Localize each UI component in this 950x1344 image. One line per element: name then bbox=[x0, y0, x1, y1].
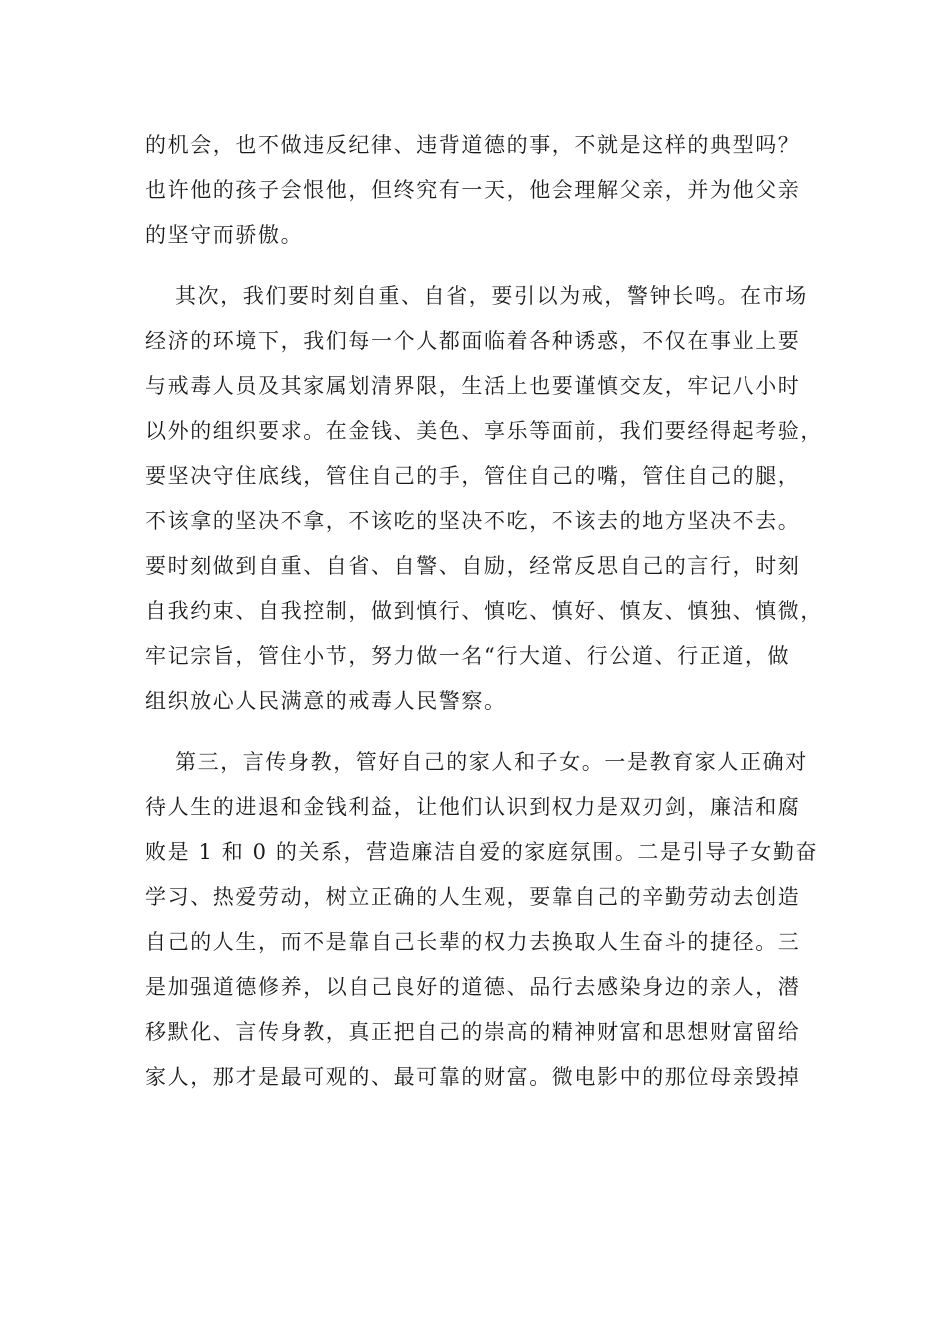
paragraph-3 bbox=[145, 740, 819, 1100]
text-line: 要坚决守住底线，管住自己的手，管住自己的嘴，管住自己的腿， bbox=[145, 464, 801, 488]
text-line: 组织放心人民满意的戒毒人民警察。 bbox=[145, 689, 507, 713]
text-line: 待人生的进退和金钱利益，让他们认识到权力是双刃剑，廉洁和腐 bbox=[145, 795, 801, 819]
text-line: 学习、热爱劳动，树立正确的人生观，要靠自己的辛勤劳动去创造 bbox=[145, 885, 801, 909]
text-line: 第三，言传身教，管好自己的家人和子女。一是教育家人正确对 bbox=[175, 750, 808, 774]
text-line: 以外的组织要求。在金钱、美色、享乐等面前，我们要经得起考验， bbox=[145, 419, 823, 443]
text-line: 家人，那才是最可观的、最可靠的财富。微电影中的那位母亲毁掉 bbox=[145, 1065, 801, 1089]
text-line: 与戒毒人员及其家属划清界限，生活上也要谨慎交友，牢记八小时 bbox=[145, 374, 801, 398]
text-line: 不该拿的坚决不拿，不该吃的坚决不吃，不该去的地方坚决不去。 bbox=[145, 509, 801, 533]
text-line: 经济的环境下，我们每一个人都面临着各种诱惑，不仅在事业上要 bbox=[145, 329, 801, 353]
body-text bbox=[145, 123, 823, 1100]
text-line: 其次，我们要时刻自重、自省，要引以为戒，警钟长鸣。在市场 bbox=[175, 284, 808, 308]
text-line: 自我约束、自我控制，做到慎行、慎吃、慎好、慎友、慎独、慎微， bbox=[145, 599, 823, 623]
text-line: 败是 1 和 0 的关系，营造廉洁自爱的家庭氛围。二是引导子女勤奋 bbox=[145, 840, 819, 864]
text-line: 自己的人生，而不是靠自己长辈的权力去换取人生奋斗的捷径。三 bbox=[145, 930, 801, 954]
text-line: 要时刻做到自重、自省、自警、自励，经常反思自己的言行，时刻 bbox=[145, 554, 801, 578]
text-line: 移默化、言传身教，真正把自己的崇高的精神财富和思想财富留给 bbox=[145, 1020, 801, 1044]
paragraph-2 bbox=[145, 274, 823, 724]
text-line: 的坚守而骄傲。 bbox=[145, 223, 304, 247]
paragraph-spacer bbox=[145, 724, 805, 740]
text-line: 是加强道德修养，以自己良好的道德、品行去感染身边的亲人，潜 bbox=[145, 975, 801, 999]
paragraph-1 bbox=[145, 123, 805, 258]
text-line: 也许他的孩子会恨他，但终究有一天，他会理解父亲，并为他父亲 bbox=[145, 178, 801, 202]
text-line: 的机会，也不做违反纪律、违背道德的事，不就是这样的典型吗？ bbox=[145, 133, 801, 157]
text-line: 牢记宗旨，管住小节，努力做一名“行大道、行公道、行正道，做 bbox=[145, 644, 791, 668]
paragraph-spacer bbox=[145, 258, 805, 274]
